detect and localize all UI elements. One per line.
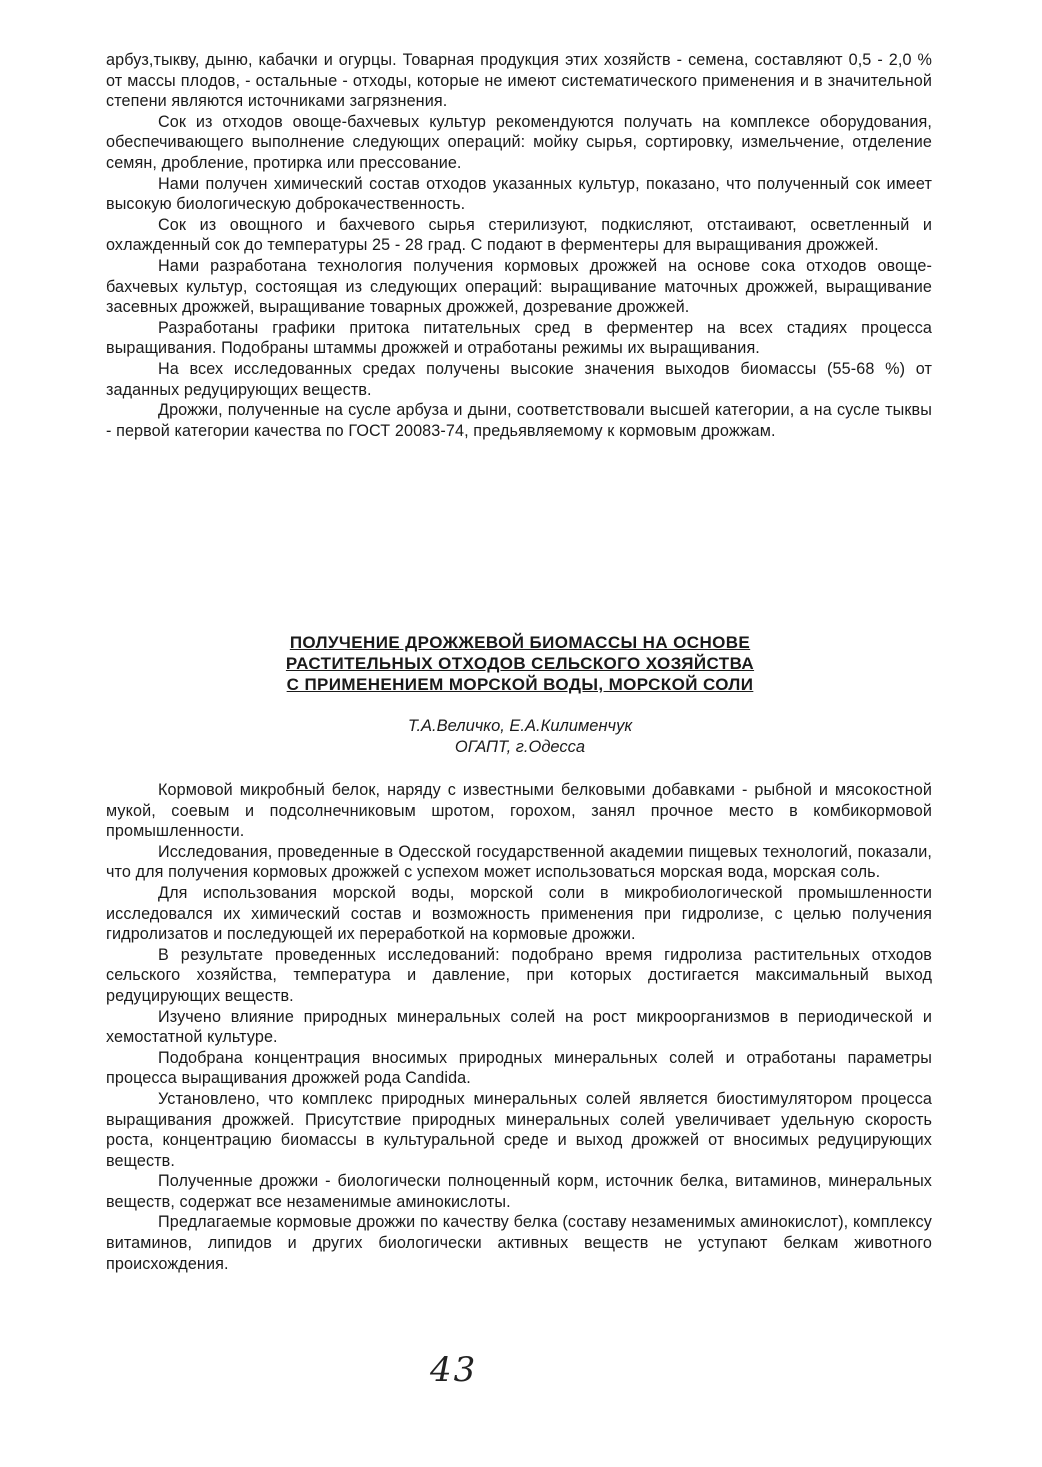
paragraph: Для использования морской воды, морской соли в микробиологической промышленности исследовался их химический состав и возможность применения при гидролизе, с целью получения гидролизатов и последующей их переработкой на кормовые дрожжи. (106, 883, 932, 944)
paragraph: Подобрана концентрация вносимых природных минеральных солей и отработаны параметры процесса выращивания дрожжей рода Candida. (106, 1048, 932, 1088)
page-number: 43 (430, 1350, 478, 1390)
paragraph: Полученные дрожжи - биологически полноценный корм, источник белка, витаминов, минеральных веществ, содержат все незаменимые аминокислоты. (106, 1172, 932, 1211)
paragraph: Изучено влияние природных минеральных солей на рост микроорганизмов в периодической и хемостатной культуре. (106, 1007, 932, 1047)
article-body (106, 780, 932, 1274)
paragraph: Нами разработана технология получения кормовых дрожжей на основе сока отходов овоще-бахчевых культур, состоящая из следующих операций: выращивание маточных дрожжей, выращивание засевных дрожжей, выращивание товарных дрожжей, дозревание дрожжей. (106, 256, 932, 317)
paragraph: Сок из отходов овоще-бахчевых культур рекомендуются получать на комплексе оборудования, обеспечивающего выполнение следующих операций: мойку сырья, сортировку, измельчение, отделение семян, дробление, протирка или прессование. (106, 112, 932, 172)
paragraph: Исследования, проведенные в Одесской государственной академии пищевых технологий, показали, что для получения кормовых дрожжей с успехом может использоваться морская вода, морская соль. (106, 842, 932, 882)
paragraph: Кормовой микробный белок, наряду с известными белковыми добавками - рыбной и мясокостной мукой, соевым и подсолнечниковым шротом, горохом, занял прочное место в комбикормовой промышленности. (106, 781, 932, 841)
authors: Т.А.Величко, Е.А.Килименчук (407, 717, 633, 735)
article-title-line: С ПРИМЕНЕНИЕМ МОРСКОЙ ВОДЫ, МОРСКОЙ СОЛИ (286, 675, 754, 694)
paragraph: арбуз,тыкву, дыню, кабачки и огурцы. Товарная продукция этих хозяйств - семена, составляют 0,5 - 2,0 % от массы плодов, - остальные - отходы, которые не имеют систематического применения и в значительной степени являются источниками загрязнения. (106, 51, 932, 111)
paragraph: Сок из овощного и бахчевого сырья стерилизуют, подкисляют, отстаивают, осветленный и охлажденный сок до температуры 25 - 28 град. С подают в ферментеры для выращивания дрожжей. (106, 215, 932, 255)
author-block (320, 716, 720, 758)
paragraph: Разработаны графики притока питательных сред в ферментер на всех стадиях процесса выращивания. Подобраны штаммы дрожжей и отработаны режимы их выращивания. (106, 318, 932, 358)
paragraph: Нами получен химический состав отходов указанных культур, показано, что полученный сок имеет высокую биологическую доброкачественность. (106, 174, 932, 214)
article-title-line: ПОЛУЧЕНИЕ ДРОЖЖЕВОЙ БИОМАССЫ НА ОСНОВЕ (289, 633, 751, 652)
article-title (150, 632, 890, 695)
paragraph: Установлено, что комплекс природных минеральных солей является биостимулятором процесса выращивания дрожжей. Присутствие природных минеральных солей увеличивает удельную скорость роста, концентрацию биомассы в культуральной среде и выход дрожжей от вносимых редуцирующих веществ. (106, 1089, 932, 1170)
paragraph: Предлагаемые кормовые дрожжи по качеству белка (составу незаменимых аминокислот), комплексу витаминов, липидов и других биологически активных веществ не уступают белкам животного происхождения. (106, 1213, 932, 1273)
paragraph: В результате проведенных исследований: подобрано время гидролиза растительных отходов сельского хозяйства, температура и давление, при которых достигается максимальный выход редуцирующих веществ. (106, 945, 932, 1005)
paragraph: Дрожжи, полученные на сусле арбуза и дыни, соответствовали высшей категории, а на сусле тыквы - первой категории качества по ГОСТ 20083-74, предьявляемому к кормовым дрожжам. (106, 401, 932, 440)
affiliation: ОГАПТ, г.Одесса (454, 738, 586, 756)
paragraph: На всех исследованных средах получены высокие значения выходов биомассы (55-68 %) от заданных редуцирующих веществ. (106, 359, 932, 399)
top-text-block (106, 50, 932, 441)
article-title-line: РАСТИТЕЛЬНЫХ ОТХОДОВ СЕЛЬСКОГО ХОЗЯЙСТВА (285, 654, 755, 673)
